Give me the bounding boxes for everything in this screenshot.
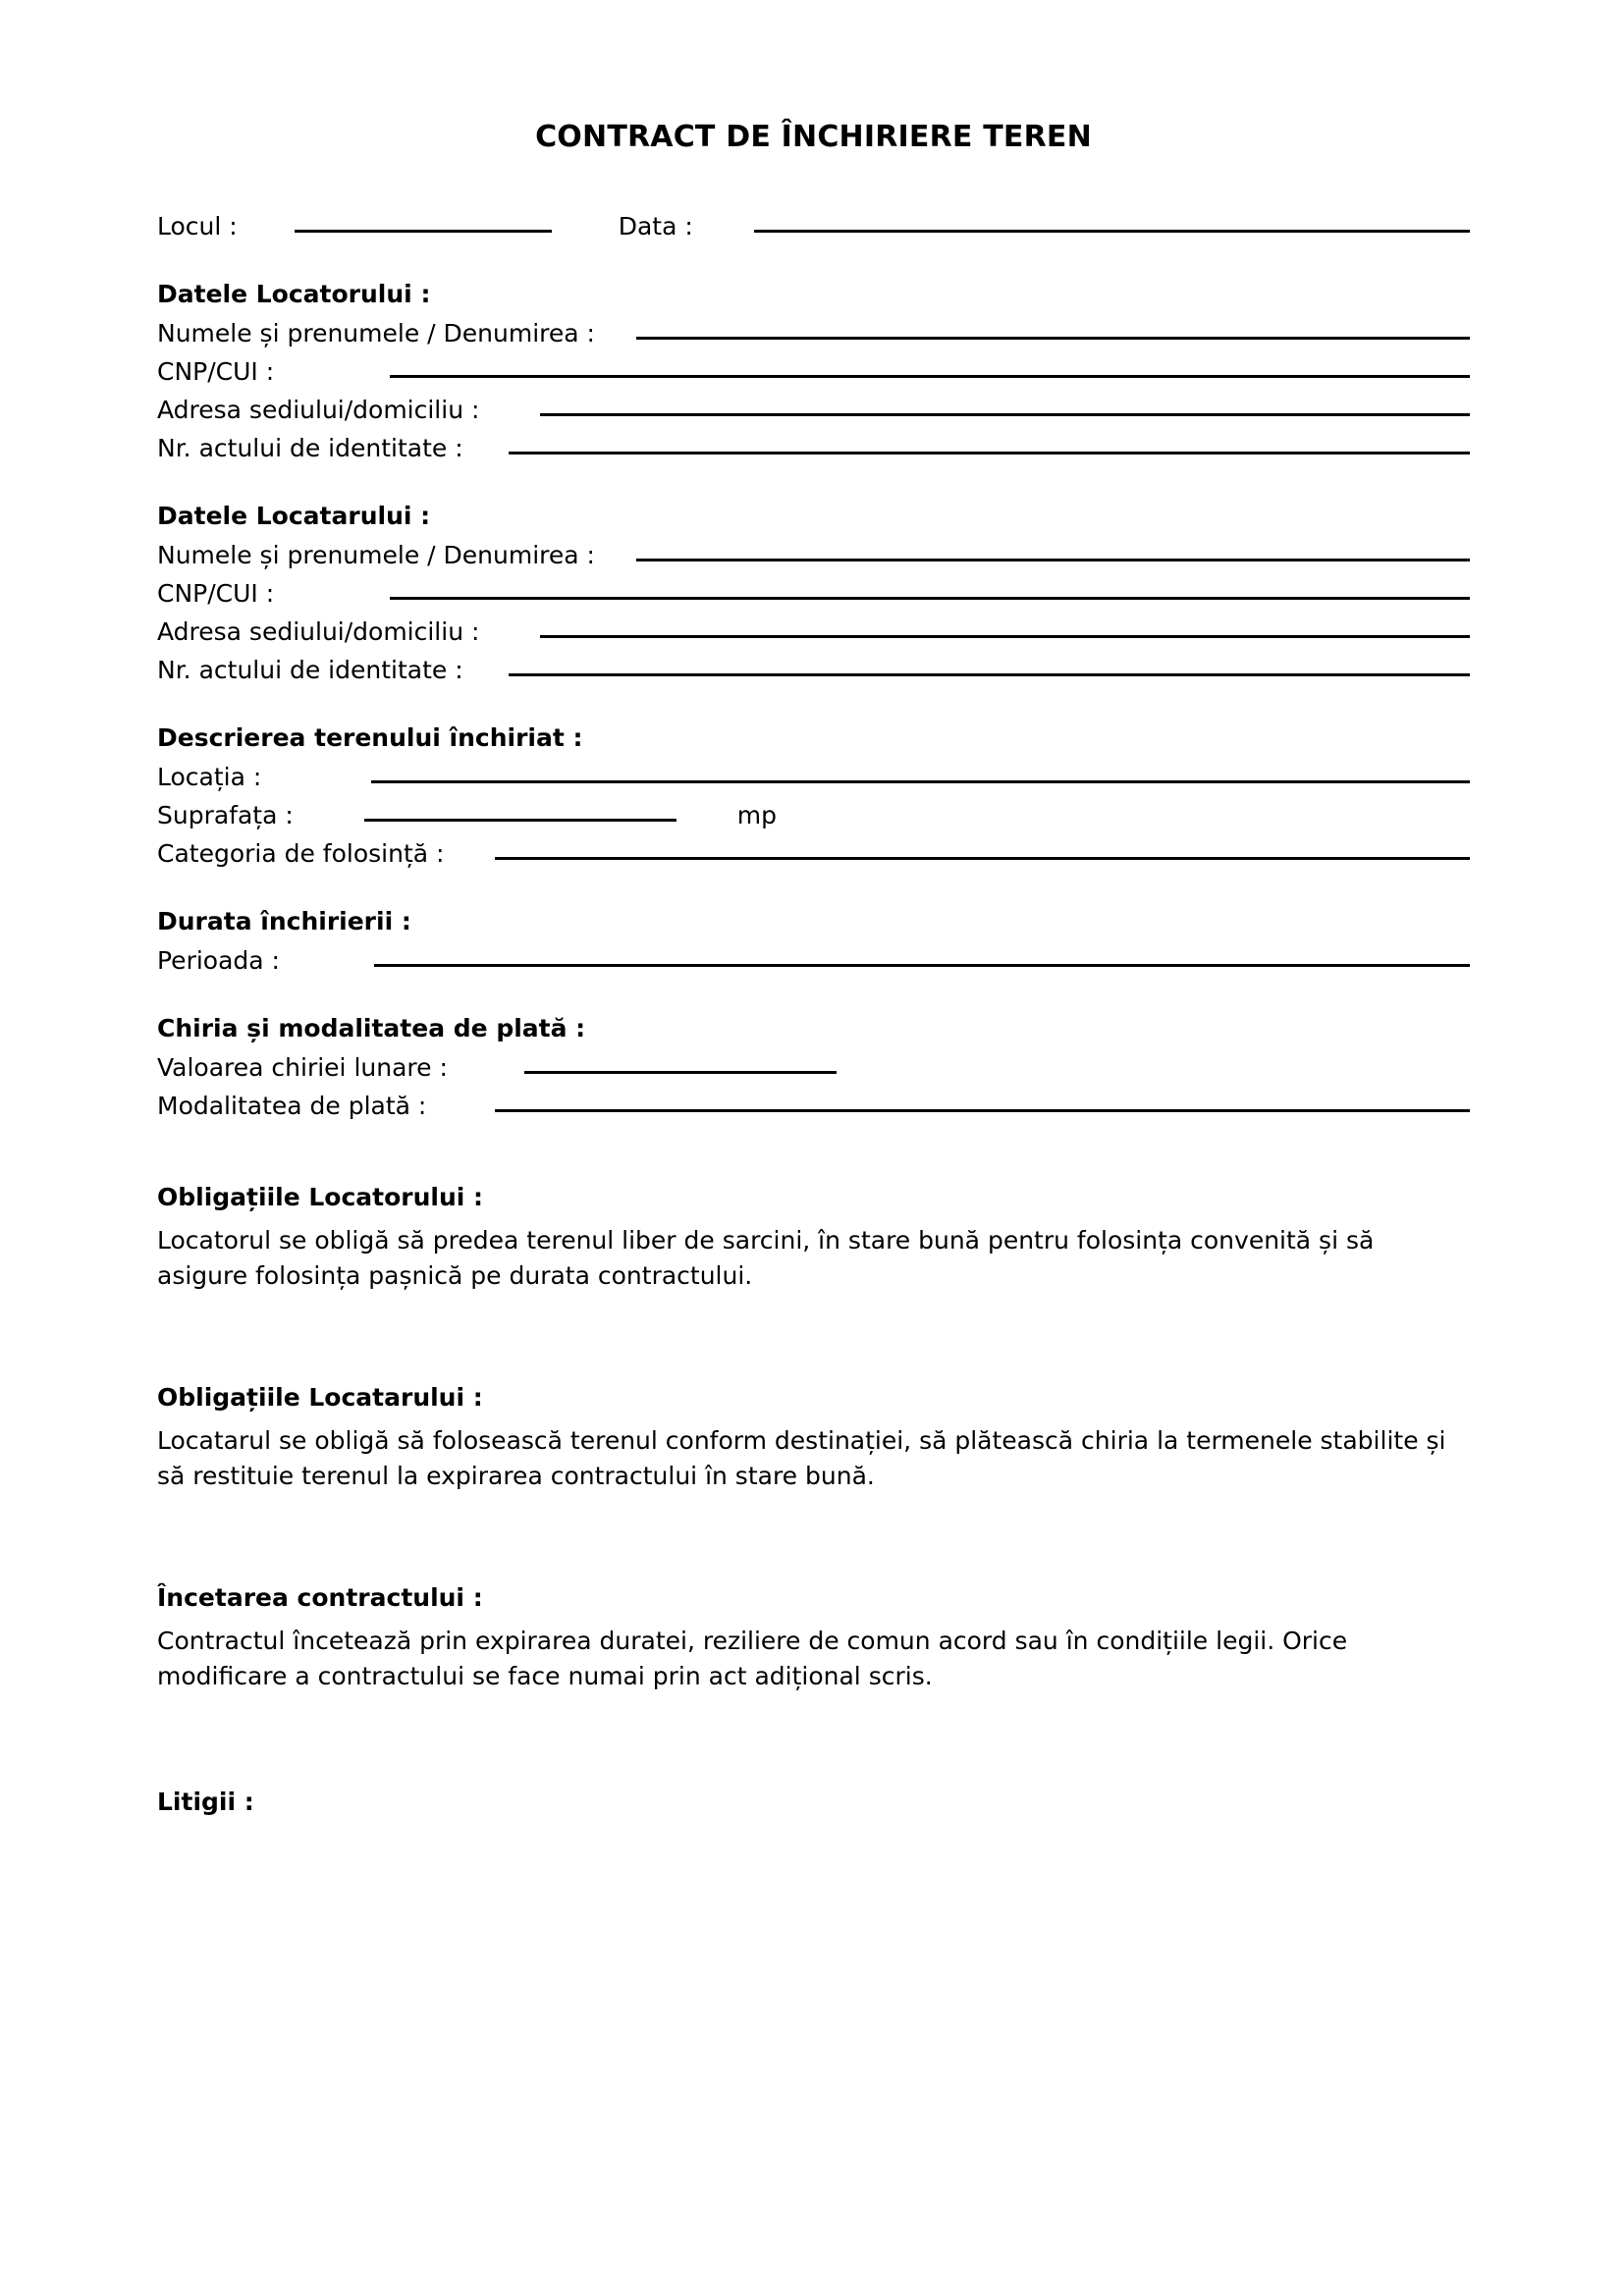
termination-text: Contractul încetează prin expirarea duratei, reziliere de comun acord sau în condițiile legii. Orice modificare a contractului se face numai prin act adițional scris.: [157, 1627, 1348, 1690]
field-label: Perioada :: [157, 946, 280, 975]
field-label: Modalitatea de plată :: [157, 1092, 427, 1120]
field-label: Valoarea chiriei lunare :: [157, 1053, 448, 1082]
field-row: [157, 841, 1470, 866]
locator-obligations-text: Locatorul se obligă să predea terenul liber de sarcini, în stare bună pentru folosința convenită și să asigure folosința pașnică pe durata contractului.: [157, 1226, 1375, 1290]
field-input-rule[interactable]: [390, 597, 1470, 600]
field-label: Locația :: [157, 763, 262, 791]
field-row: [157, 359, 1470, 384]
field-row: [157, 436, 1470, 460]
field-label: Nr. actului de identitate :: [157, 656, 463, 684]
field-row: [157, 1094, 1470, 1118]
field-input-rule[interactable]: [495, 857, 1470, 860]
section-heading-duration: Durata închirierii :: [157, 907, 411, 935]
field-label: Suprafața :: [157, 801, 294, 829]
field-row: [157, 948, 1470, 973]
tenant-obligations-text: Locatarul se obligă să folosească terenul conform destinației, să plătească chiria la termenele stabilite și să restituie terenul la expirarea contractului în stare bună.: [157, 1426, 1446, 1490]
field-row: [157, 581, 1470, 606]
field-input-rule[interactable]: [509, 673, 1470, 676]
place-input-rule[interactable]: [295, 230, 552, 233]
date-label: Data :: [618, 212, 693, 240]
field-input-rule[interactable]: [636, 559, 1470, 561]
section-heading-litigation: Litigii :: [157, 1788, 254, 1816]
section-heading-land-description: Descrierea terenului închiriat :: [157, 723, 583, 752]
section-heading-termination: Încetarea contractului :: [157, 1583, 483, 1612]
field-input-rule[interactable]: [495, 1109, 1470, 1112]
header-fields-row: [157, 214, 1470, 239]
page-title: CONTRACT DE ÎNCHIRIERE TEREN: [535, 120, 1092, 154]
field-input-rule[interactable]: [371, 780, 1470, 783]
field-row: [157, 398, 1470, 422]
section-heading-locator-obligations: Obligațiile Locatorului :: [157, 1183, 484, 1211]
field-label: Adresa sediului/domiciliu :: [157, 617, 480, 646]
field-input-rule[interactable]: [540, 413, 1470, 416]
field-row: [157, 765, 1470, 789]
field-label: Categoria de folosință :: [157, 839, 445, 868]
field-input-rule[interactable]: [390, 375, 1470, 378]
field-label: CNP/CUI :: [157, 357, 275, 386]
field-label: Numele și prenumele / Denumirea :: [157, 541, 595, 569]
field-row: [157, 1055, 1470, 1080]
field-row: [157, 619, 1470, 644]
field-input-rule[interactable]: [524, 1071, 837, 1074]
field-input-rule[interactable]: [374, 964, 1470, 967]
field-row: [157, 543, 1470, 567]
section-heading-tenant: Datele Locatarului :: [157, 502, 431, 530]
field-label: Adresa sediului/domiciliu :: [157, 396, 480, 424]
field-label: Nr. actului de identitate :: [157, 434, 463, 462]
section-heading-tenant-obligations: Obligațiile Locatarului :: [157, 1383, 483, 1412]
field-input-rule[interactable]: [509, 452, 1470, 454]
section-heading-locator: Datele Locatorului :: [157, 280, 431, 308]
section-heading-rent: Chiria și modalitatea de plată :: [157, 1014, 586, 1042]
field-row: [157, 803, 1470, 828]
field-input-rule[interactable]: [540, 635, 1470, 638]
field-input-rule[interactable]: [636, 337, 1470, 340]
document-body: [157, 0, 1470, 1814]
place-label: Locul :: [157, 212, 238, 240]
field-row: [157, 658, 1470, 682]
field-row: [157, 321, 1470, 346]
field-input-rule[interactable]: [364, 819, 677, 822]
field-label: CNP/CUI :: [157, 579, 275, 608]
area-unit-label: mp: [736, 801, 778, 829]
field-label: Numele și prenumele / Denumirea :: [157, 319, 595, 347]
date-input-rule[interactable]: [754, 230, 1470, 233]
